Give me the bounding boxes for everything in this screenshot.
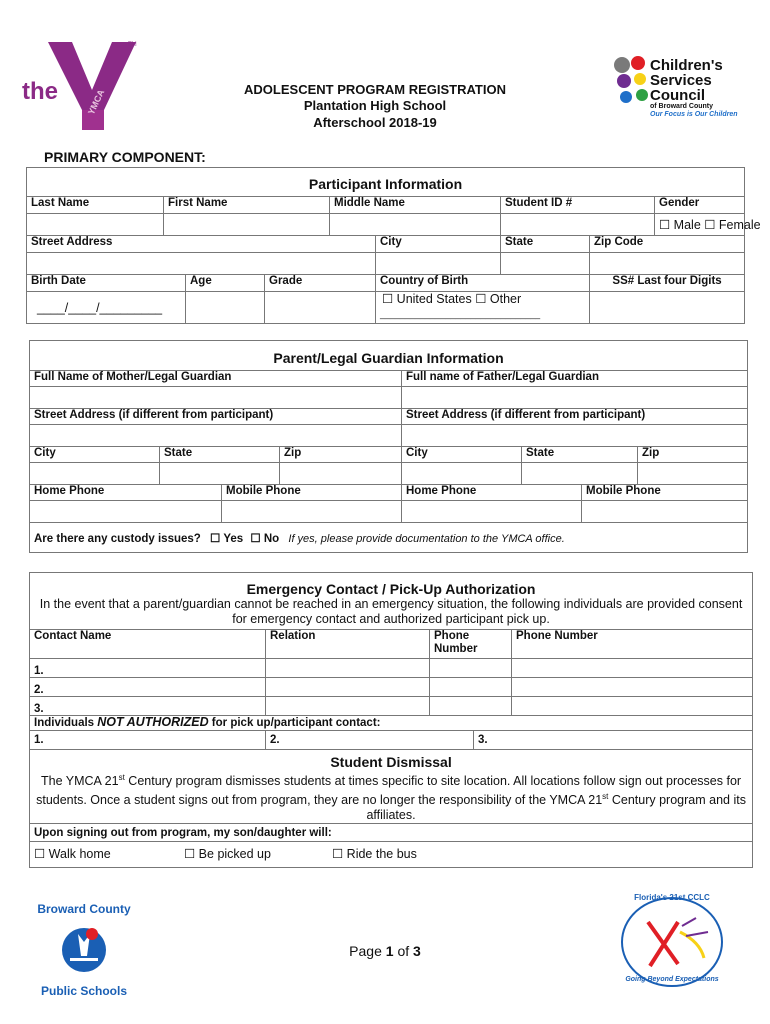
country-of-birth-label: Country of Birth xyxy=(376,275,590,292)
mother-mobile-phone-label: Mobile Phone xyxy=(222,485,402,501)
participant-info-table xyxy=(26,167,761,324)
birth-date-field[interactable]: ____/____/_________ xyxy=(27,292,186,324)
relation-field-3[interactable] xyxy=(266,697,430,716)
emergency-contact-table xyxy=(29,572,753,868)
mother-street-field[interactable] xyxy=(30,425,402,447)
emergency-intro: In the event that a parent/guardian cannot be reached in an emergency situation, the following individuals are provided consent for emergency contact and authorized participant pick up. xyxy=(39,597,743,626)
father-street-field[interactable] xyxy=(402,425,748,447)
last-name-label: Last Name xyxy=(27,197,164,214)
phone-number-field-3[interactable] xyxy=(512,697,753,716)
not-authorized-pre: Individuals xyxy=(34,717,98,729)
csc-logo-line3: Council xyxy=(650,87,705,104)
mother-name-label: Full Name of Mother/Legal Guardian xyxy=(30,371,402,387)
phone-number-header: Phone Number xyxy=(512,630,753,659)
zip-code-label: Zip Code xyxy=(590,236,745,253)
program-term: Afterschool 2018-19 xyxy=(313,115,437,130)
student-id-field[interactable] xyxy=(501,214,655,236)
father-mobile-phone-label: Mobile Phone xyxy=(582,485,748,501)
relation-header: Relation xyxy=(266,630,430,659)
dismissal-text-a: The YMCA 21 xyxy=(40,774,119,789)
grade-field[interactable] xyxy=(265,292,376,324)
zip-code-field[interactable] xyxy=(590,253,745,275)
dismissal-prompt: Upon signing out from program, my son/daughter will: xyxy=(30,824,753,842)
birth-date-label: Birth Date xyxy=(27,275,186,292)
csc-logo-line4: of Broward County xyxy=(650,103,713,110)
father-city-field[interactable] xyxy=(402,463,522,485)
mother-state-label: State xyxy=(160,447,280,463)
dismissal-text-c: Century program and its affiliates. xyxy=(366,793,746,823)
first-name-label: First Name xyxy=(164,197,330,214)
father-zip-field[interactable] xyxy=(638,463,748,485)
age-field[interactable] xyxy=(186,292,265,324)
gender-label: Gender xyxy=(655,197,745,214)
first-name-field[interactable] xyxy=(164,214,330,236)
ymca-logo-brand: YMCA xyxy=(86,87,107,117)
page-of: of xyxy=(393,943,414,959)
mother-street-label: Street Address (if different from participant) xyxy=(30,409,402,425)
contact-row-3[interactable]: 3. xyxy=(30,697,266,716)
page-total: 3 xyxy=(413,943,421,959)
mother-zip-field[interactable] xyxy=(280,463,402,485)
not-authorized-heading xyxy=(30,716,753,731)
emergency-title: Emergency Contact / Pick-Up Authorization xyxy=(246,581,536,597)
contact-name-header: Contact Name xyxy=(30,630,266,659)
phone-field-2[interactable] xyxy=(430,678,512,697)
father-city-label: City xyxy=(402,447,522,463)
father-name-label: Full name of Father/Legal Guardian xyxy=(402,371,748,387)
father-zip-label: Zip xyxy=(638,447,748,463)
city-field[interactable] xyxy=(376,253,501,275)
document-title: ADOLESCENT PROGRAM REGISTRATION xyxy=(244,82,506,97)
guardian-info-table xyxy=(29,340,748,553)
mother-name-field[interactable] xyxy=(30,387,402,409)
page-current: 1 xyxy=(385,943,394,959)
father-home-phone-label: Home Phone xyxy=(402,485,582,501)
street-address-field[interactable] xyxy=(27,253,376,275)
age-label: Age xyxy=(186,275,265,292)
ss-last-four-label: SS# Last four Digits xyxy=(590,275,745,292)
custody-row xyxy=(30,523,748,553)
school-name: Plantation High School xyxy=(303,98,447,113)
father-home-phone-field[interactable] xyxy=(402,501,582,523)
last-name-field[interactable] xyxy=(27,214,164,236)
relation-field-1[interactable] xyxy=(266,659,430,678)
father-mobile-phone-field[interactable] xyxy=(582,501,748,523)
phone-field-1[interactable] xyxy=(430,659,512,678)
middle-name-field[interactable] xyxy=(330,214,501,236)
country-checkboxes[interactable]: ☐ United States ☐ Other xyxy=(382,292,522,306)
phone-number-field-1[interactable] xyxy=(512,659,753,678)
state-field[interactable] xyxy=(501,253,590,275)
participant-info-title: Participant Information xyxy=(27,168,745,197)
father-street-label: Street Address (if different from participant) xyxy=(402,409,748,425)
dismissal-title: Student Dismissal xyxy=(330,754,452,770)
mother-state-field[interactable] xyxy=(160,463,280,485)
middle-name-label: Middle Name xyxy=(330,197,501,214)
csc-logo-line1: Children's xyxy=(650,57,723,74)
dismissal-text xyxy=(34,770,748,823)
phone-field-3[interactable] xyxy=(430,697,512,716)
florida-21st-logo-bottom: Going Beyond Expectations xyxy=(625,976,719,983)
not-authorized-1[interactable]: 1. xyxy=(30,731,266,750)
mother-city-field[interactable] xyxy=(30,463,160,485)
state-label: State xyxy=(501,236,590,253)
mother-mobile-phone-field[interactable] xyxy=(222,501,402,523)
emergency-header-cell xyxy=(30,573,753,630)
dismissal-sup-2: st xyxy=(602,792,609,802)
guardian-info-title: Parent/Legal Guardian Information xyxy=(30,341,748,371)
ride-bus-checkbox[interactable]: ☐ Ride the bus xyxy=(332,847,417,862)
bcps-logo-bottom: Public Schools xyxy=(40,984,127,998)
dismissal-text-b: Century program dismisses students at times specific to site location. All locations follow sign out processes for students. Once a student signs out from program, they are no longer the responsibility of the YMCA 21 xyxy=(36,774,742,808)
student-id-label: Student ID # xyxy=(501,197,655,214)
relation-field-2[interactable] xyxy=(266,678,430,697)
csc-logo-tagline: Our Focus is Our Children xyxy=(650,111,738,118)
dismissal-options-row xyxy=(30,842,753,868)
custody-question: Are there any custody issues? xyxy=(34,532,201,545)
gender-checkboxes[interactable]: ☐ Male ☐ Female xyxy=(655,214,745,236)
not-authorized-3[interactable]: 3. xyxy=(474,731,753,750)
florida-21st-logo-top: Florida's 21st CCLC xyxy=(634,893,710,902)
mother-city-label: City xyxy=(30,447,160,463)
ymca-logo-word: the xyxy=(22,78,58,105)
mother-home-phone-label: Home Phone xyxy=(30,485,222,501)
not-authorized-emphasis: NOT AUTHORIZED xyxy=(97,715,209,729)
father-state-field[interactable] xyxy=(522,463,638,485)
page-number xyxy=(300,943,470,959)
dismissal-cell xyxy=(30,750,753,824)
bcps-logo-top: Broward County xyxy=(37,902,131,916)
walk-home-checkbox[interactable]: ☐ Walk home xyxy=(34,847,111,862)
primary-component-heading: PRIMARY COMPONENT: xyxy=(44,149,206,165)
csc-logo-line2: Services xyxy=(650,72,712,89)
city-label: City xyxy=(376,236,501,253)
ss-last-four-field[interactable] xyxy=(590,292,745,324)
dismissal-sup-1: st xyxy=(118,773,125,782)
page-word: Page xyxy=(349,943,386,959)
contact-row-2[interactable]: 2. xyxy=(30,678,266,697)
ymca-logo-tm: TM xyxy=(128,42,137,48)
custody-no-checkbox[interactable]: ☐ No xyxy=(250,532,280,545)
not-authorized-post: for pick up/participant contact: xyxy=(208,717,381,729)
street-address-label: Street Address xyxy=(27,236,376,253)
mother-home-phone-field[interactable] xyxy=(30,501,222,523)
other-country-blank[interactable]: ________________________________ xyxy=(380,309,541,319)
phone-number-field-2[interactable] xyxy=(512,678,753,697)
mother-zip-label: Zip xyxy=(280,447,402,463)
picked-up-checkbox[interactable]: ☐ Be picked up xyxy=(184,847,271,862)
father-state-label: State xyxy=(522,447,638,463)
csc-logo xyxy=(612,55,652,105)
custody-note: If yes, please provide documentation to the YMCA office. xyxy=(288,532,565,545)
contact-row-1[interactable]: 1. xyxy=(30,659,266,678)
phone-header: Phone Number xyxy=(430,630,512,659)
custody-yes-checkbox[interactable]: ☐ Yes xyxy=(210,532,244,545)
country-of-birth-field[interactable] xyxy=(376,292,590,324)
not-authorized-2[interactable]: 2. xyxy=(266,731,474,750)
grade-label: Grade xyxy=(265,275,376,292)
father-name-field[interactable] xyxy=(402,387,748,409)
